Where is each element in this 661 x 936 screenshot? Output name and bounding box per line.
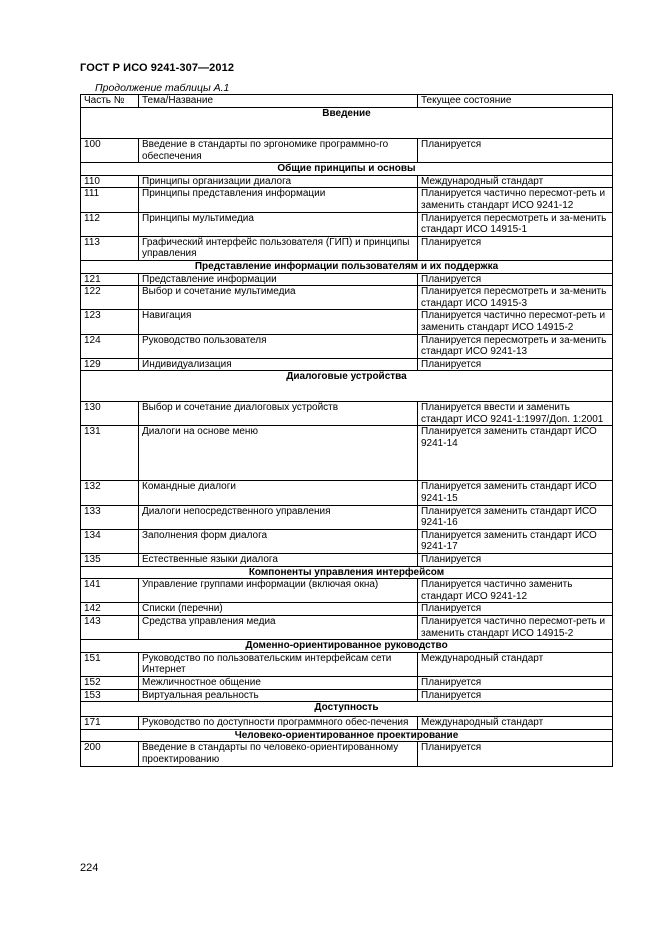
title-cell: Выбор и сочетание мультимедиа (139, 286, 418, 310)
section-title: Компоненты управления интерфейсом (81, 566, 613, 579)
status-cell: Планируется (418, 273, 613, 286)
title-cell: Заполнения форм диалога (139, 529, 418, 553)
column-header-status: Текущее состояние (418, 95, 613, 108)
status-cell: Международный стандарт (418, 717, 613, 730)
section-title: Доступность (81, 702, 613, 717)
part-number-cell: 152 (81, 676, 139, 689)
part-number-cell: 132 (81, 481, 139, 505)
status-cell: Международный стандарт (418, 652, 613, 676)
standards-table (80, 94, 613, 767)
title-cell: Руководство по доступности программного обес-печения (139, 717, 418, 730)
title-cell: Выбор и сочетание диалоговых устройств (139, 402, 418, 426)
title-cell: Руководство пользователя (139, 334, 418, 358)
title-cell: Диалоги непосредственного управления (139, 505, 418, 529)
part-number-cell: 131 (81, 426, 139, 481)
table-row (81, 358, 613, 371)
status-cell: Международный стандарт (418, 175, 613, 188)
status-cell: Планируется (418, 689, 613, 702)
status-cell: Планируется пересмотреть и за-менить стандарт ИСО 9241-13 (418, 334, 613, 358)
section-title: Диалоговые устройства (81, 371, 613, 402)
table-row (81, 742, 613, 766)
table-row (81, 603, 613, 616)
table-row (81, 236, 613, 260)
title-cell: Командные диалоги (139, 481, 418, 505)
part-number-cell: 129 (81, 358, 139, 371)
part-number-cell: 111 (81, 188, 139, 212)
section-title: Общие принципы и основы (81, 163, 613, 176)
part-number-cell: 122 (81, 286, 139, 310)
table-row (81, 175, 613, 188)
status-cell: Планируется частично пересмот-реть и заменить стандарт ИСО 14915-2 (418, 310, 613, 334)
title-cell: Навигация (139, 310, 418, 334)
status-cell: Планируется (418, 676, 613, 689)
table-row (81, 139, 613, 163)
table-row (81, 402, 613, 426)
title-cell: Списки (перечни) (139, 603, 418, 616)
status-cell: Планируется пересмотреть и за-менить стандарт ИСО 14915-1 (418, 212, 613, 236)
title-cell: Представление информации (139, 273, 418, 286)
section-title: Человеко-ориентированное проектирование (81, 729, 613, 742)
document-header: ГОСТ Р ИСО 9241-307—2012 (80, 62, 235, 74)
status-cell: Планируется (418, 139, 613, 163)
table-row (81, 310, 613, 334)
section-row (81, 108, 613, 139)
part-number-cell: 123 (81, 310, 139, 334)
status-cell: Планируется пересмотреть и за-менить стандарт ИСО 14915-3 (418, 286, 613, 310)
title-cell: Диалоги на основе меню (139, 426, 418, 481)
status-cell: Планируется заменить стандарт ИСО 9241-15 (418, 481, 613, 505)
page-number: 224 (80, 862, 99, 874)
title-cell: Индивидуализация (139, 358, 418, 371)
part-number-cell: 143 (81, 616, 139, 640)
section-title: Введение (81, 108, 613, 139)
part-number-cell: 151 (81, 652, 139, 676)
status-cell: Планируется частично пересмот-реть и заменить стандарт ИСО 14915-2 (418, 616, 613, 640)
table-row (81, 616, 613, 640)
table-body (81, 108, 613, 767)
part-number-cell: 124 (81, 334, 139, 358)
title-cell: Введение в стандарты по эргономике программно-го обеспечения (139, 139, 418, 163)
part-number-cell: 153 (81, 689, 139, 702)
title-cell: Средства управления медиа (139, 616, 418, 640)
status-cell: Планируется (418, 603, 613, 616)
status-cell: Планируется заменить стандарт ИСО 9241-16 (418, 505, 613, 529)
part-number-cell: 142 (81, 603, 139, 616)
title-cell: Графический интерфейс пользователя (ГИП) и принципы управления (139, 236, 418, 260)
status-cell: Планируется (418, 236, 613, 260)
section-row (81, 260, 613, 273)
status-cell: Планируется ввести и заменить стандарт ИСО 9241-1:1997/Доп. 1:2001 (418, 402, 613, 426)
section-row (81, 702, 613, 717)
table-row (81, 426, 613, 481)
part-number-cell: 200 (81, 742, 139, 766)
section-row (81, 640, 613, 653)
part-number-cell: 134 (81, 529, 139, 553)
part-number-cell: 135 (81, 554, 139, 567)
status-cell: Планируется (418, 554, 613, 567)
section-title: Доменно-ориентированное руководство (81, 640, 613, 653)
section-row (81, 163, 613, 176)
table-row (81, 505, 613, 529)
part-number-cell: 112 (81, 212, 139, 236)
column-header-part: Часть № (81, 95, 139, 108)
table-row (81, 652, 613, 676)
part-number-cell: 113 (81, 236, 139, 260)
part-number-cell: 121 (81, 273, 139, 286)
title-cell: Принципы мультимедиа (139, 212, 418, 236)
table-row (81, 212, 613, 236)
table-row (81, 286, 613, 310)
table-caption: Продолжение таблицы А.1 (95, 82, 230, 94)
section-row (81, 371, 613, 402)
title-cell: Введение в стандарты по человеко-ориентированному проектированию (139, 742, 418, 766)
table-header-row (81, 95, 613, 108)
status-cell: Планируется заменить стандарт ИСО 9241-14 (418, 426, 613, 481)
table-row (81, 717, 613, 730)
table-row (81, 334, 613, 358)
status-cell: Планируется (418, 742, 613, 766)
table-row (81, 689, 613, 702)
table-row (81, 676, 613, 689)
table-row (81, 529, 613, 553)
table-row (81, 273, 613, 286)
status-cell: Планируется (418, 358, 613, 371)
title-cell: Принципы организации диалога (139, 175, 418, 188)
table-row (81, 554, 613, 567)
title-cell: Межличностное общение (139, 676, 418, 689)
section-row (81, 729, 613, 742)
part-number-cell: 133 (81, 505, 139, 529)
part-number-cell: 141 (81, 579, 139, 603)
status-cell: Планируется частично пересмот-реть и заменить стандарт ИСО 9241-12 (418, 188, 613, 212)
title-cell: Естественные языки диалога (139, 554, 418, 567)
section-row (81, 566, 613, 579)
table-row (81, 188, 613, 212)
section-title: Представление информации пользователям и их поддержка (81, 260, 613, 273)
status-cell: Планируется заменить стандарт ИСО 9241-17 (418, 529, 613, 553)
title-cell: Управление группами информации (включая окна) (139, 579, 418, 603)
status-cell: Планируется частично заменить стандарт ИСО 9241-12 (418, 579, 613, 603)
table-row (81, 481, 613, 505)
column-header-title: Тема/Название (139, 95, 418, 108)
title-cell: Виртуальная реальность (139, 689, 418, 702)
part-number-cell: 171 (81, 717, 139, 730)
part-number-cell: 130 (81, 402, 139, 426)
part-number-cell: 110 (81, 175, 139, 188)
title-cell: Принципы представления информации (139, 188, 418, 212)
part-number-cell: 100 (81, 139, 139, 163)
title-cell: Руководство по пользовательским интерфейсам сети Интернет (139, 652, 418, 676)
table-row (81, 579, 613, 603)
